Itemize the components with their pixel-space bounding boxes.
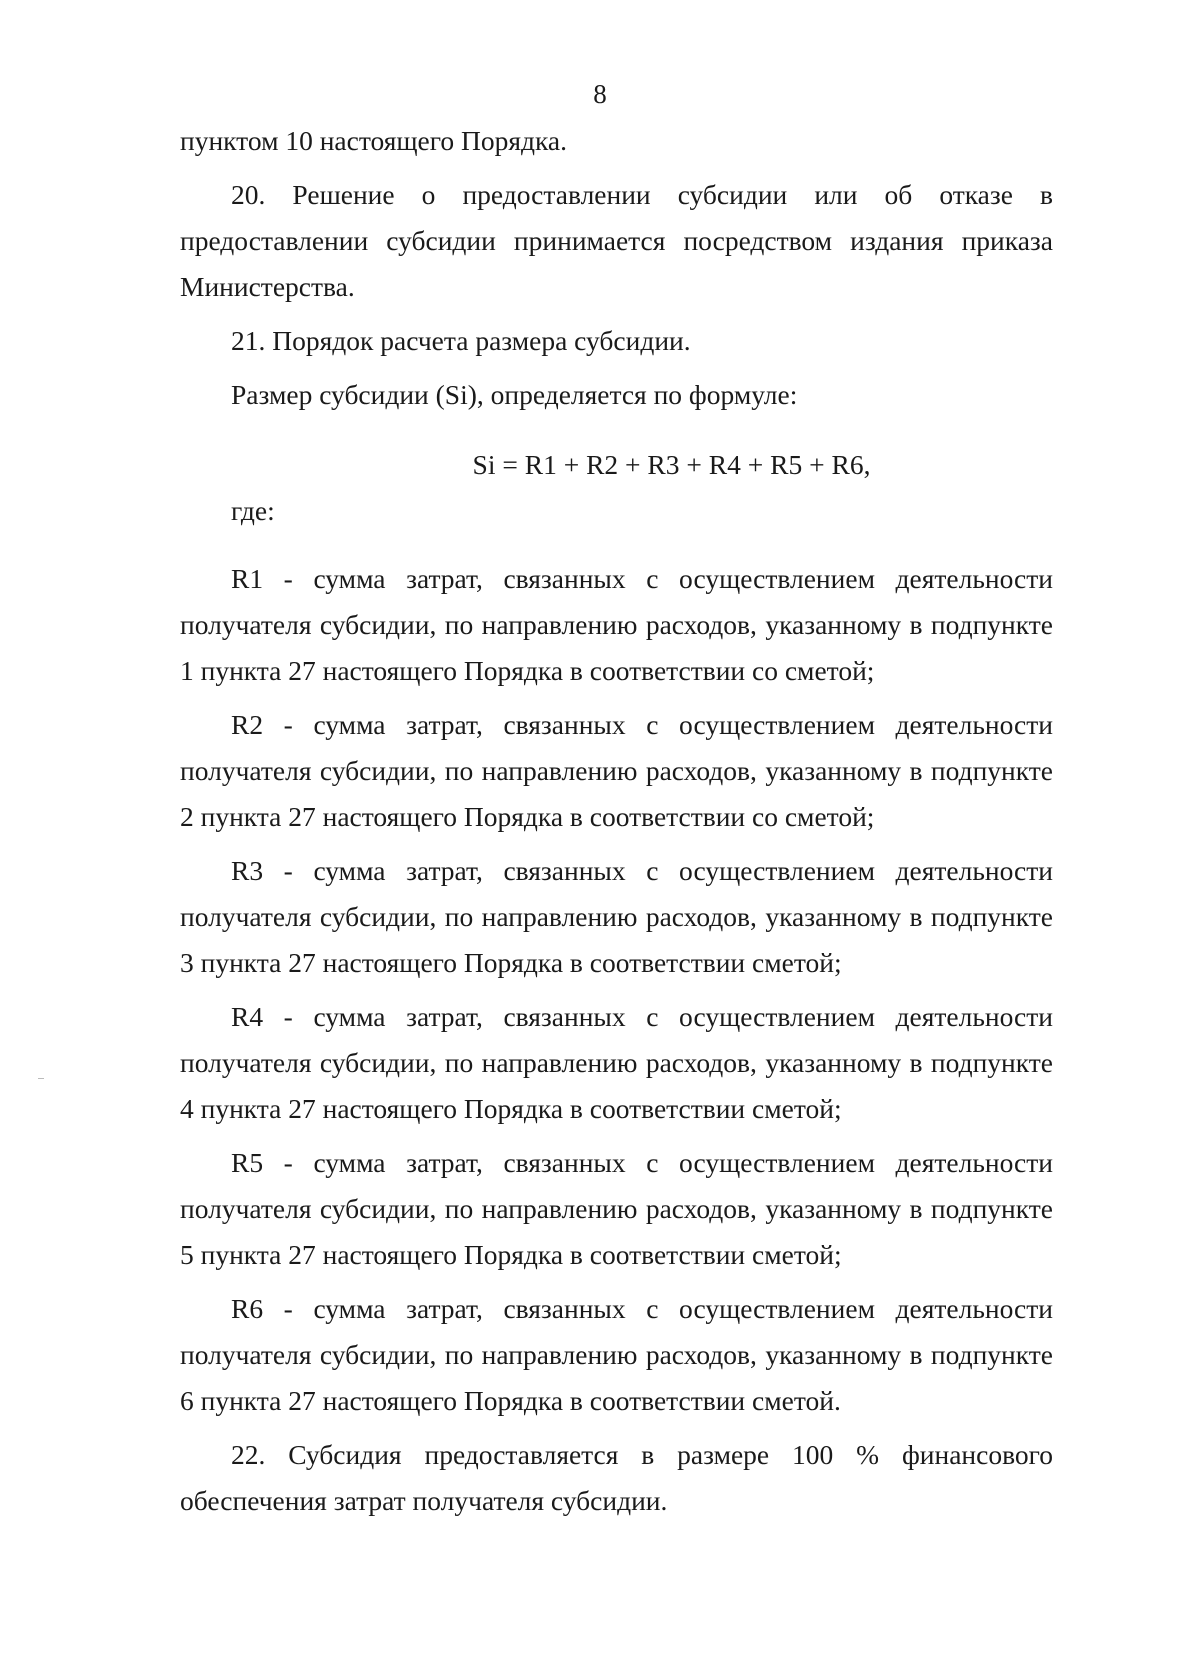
scan-mark xyxy=(38,1078,44,1079)
paragraph-21-formula-intro: Размер субсидии (Si), определяется по формуле: xyxy=(231,379,798,410)
formula: Si = R1 + R2 + R3 + R4 + R5 + R6, xyxy=(472,449,871,480)
paragraph-21: 21. Порядок расчета размера субсидии. xyxy=(231,325,691,356)
definition-r3: R3 - сумма затрат, связанных с осуществлением деятельности получателя субсидии, по направлению расходов, указанному в подпункте 3 пункта 27 настоящего Порядка в соответствии сметой; xyxy=(180,855,1053,978)
definition-r6: R6 - сумма затрат, связанных с осуществлением деятельности получателя субсидии, по направлению расходов, указанному в подпункте 6 пункта 27 настоящего Порядка в соответствии сметой. xyxy=(180,1293,1053,1416)
paragraph-22: 22. Субсидия предоставляется в размере 100 % финансового обеспечения затрат получателя субсидии. xyxy=(180,1439,1053,1516)
page-number: 8 xyxy=(593,79,607,109)
definition-r2: R2 - сумма затрат, связанных с осуществлением деятельности получателя субсидии, по направлению расходов, указанному в подпункте 2 пункта 27 настоящего Порядка в соответствии со сметой; xyxy=(180,709,1053,832)
document-body xyxy=(180,118,1053,1524)
paragraph-continuation: пунктом 10 настоящего Порядка. xyxy=(180,125,568,156)
formula-where: где: xyxy=(231,495,275,526)
definition-r1: R1 - сумма затрат, связанных с осуществлением деятельности получателя субсидии, по направлению расходов, указанному в подпункте 1 пункта 27 настоящего Порядка в соответствии со сметой; xyxy=(180,563,1053,686)
definition-r5: R5 - сумма затрат, связанных с осуществлением деятельности получателя субсидии, по направлению расходов, указанному в подпункте 5 пункта 27 настоящего Порядка в соответствии сметой; xyxy=(180,1147,1053,1270)
paragraph-20: 20. Решение о предоставлении субсидии или об отказе в предоставлении субсидии принимается посредством издания приказа Министерства. xyxy=(180,179,1053,302)
definition-r4: R4 - сумма затрат, связанных с осуществлением деятельности получателя субсидии, по направлению расходов, указанному в подпункте 4 пункта 27 настоящего Порядка в соответствии сметой; xyxy=(180,1001,1053,1124)
